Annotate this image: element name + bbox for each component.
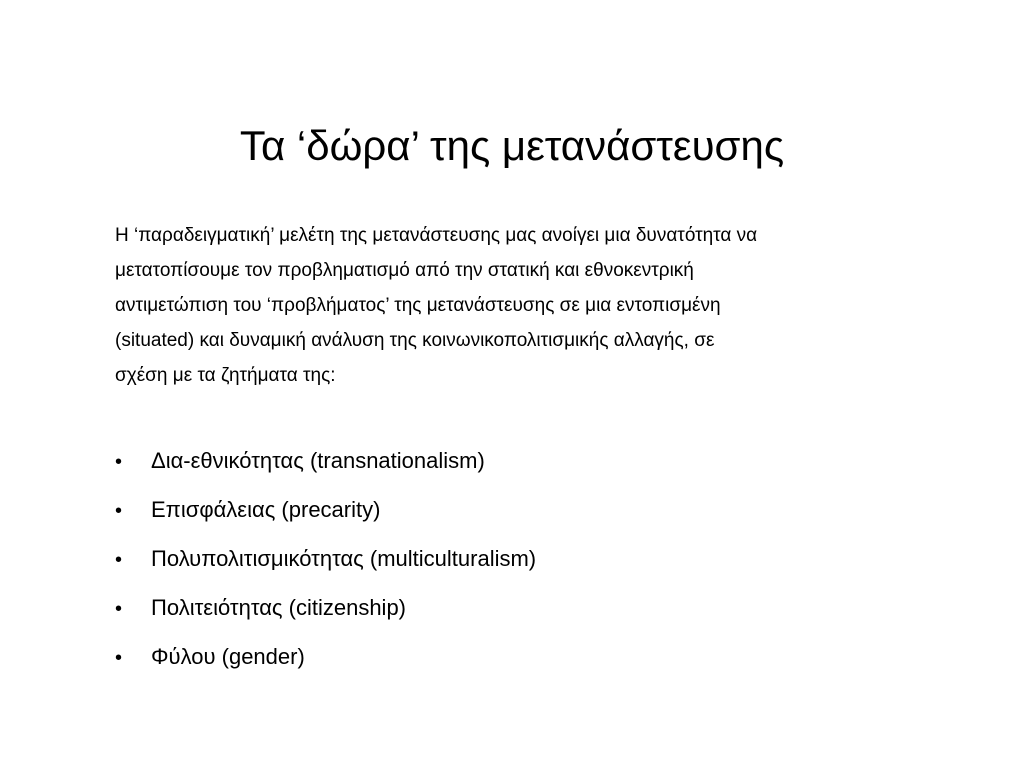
bullet-text: Πολυπολιτισμικότητας (multiculturalism) bbox=[151, 546, 537, 571]
bullet-text: Φύλου (gender) bbox=[151, 644, 305, 669]
bullet-marker: • bbox=[115, 549, 123, 571]
intro-line: μετατοπίσουμε τον προβληματισμό από την στατική και εθνοκεντρική bbox=[115, 260, 694, 281]
bullet-item bbox=[115, 637, 915, 686]
slide-title: Τα ‘δώρα’ της μετανάστευσης bbox=[239, 122, 785, 169]
bullet-item bbox=[115, 441, 915, 490]
bullet-text: Δια-εθνικότητας (transnationalism) bbox=[151, 448, 485, 473]
bullet-marker: • bbox=[115, 451, 123, 473]
intro-line: αντιμετώπιση του ‘προβλήματος’ της μετανάστευσης σε μια εντοπισμένη bbox=[115, 295, 721, 316]
bullet-item bbox=[115, 588, 915, 637]
bullet-text: Επισφάλειας (precarity) bbox=[151, 497, 381, 522]
intro-paragraph bbox=[115, 218, 915, 393]
intro-line: σχέση με τα ζητήματα της: bbox=[115, 365, 336, 386]
bullet-marker: • bbox=[115, 598, 123, 620]
bullet-list bbox=[115, 441, 915, 686]
intro-line: Η ‘παραδειγματική’ μελέτη της μετανάστευσης μας ανοίγει μια δυνατότητα να bbox=[115, 225, 758, 246]
bullet-text: Πολιτειότητας (citizenship) bbox=[151, 595, 407, 620]
bullet-marker: • bbox=[115, 647, 123, 669]
bullet-marker: • bbox=[115, 500, 123, 522]
bullet-item bbox=[115, 490, 915, 539]
intro-line: (situated) και δυναμική ανάλυση της κοινωνικοπολιτισμικής αλλαγής, σε bbox=[115, 330, 715, 351]
bullet-item bbox=[115, 539, 915, 588]
